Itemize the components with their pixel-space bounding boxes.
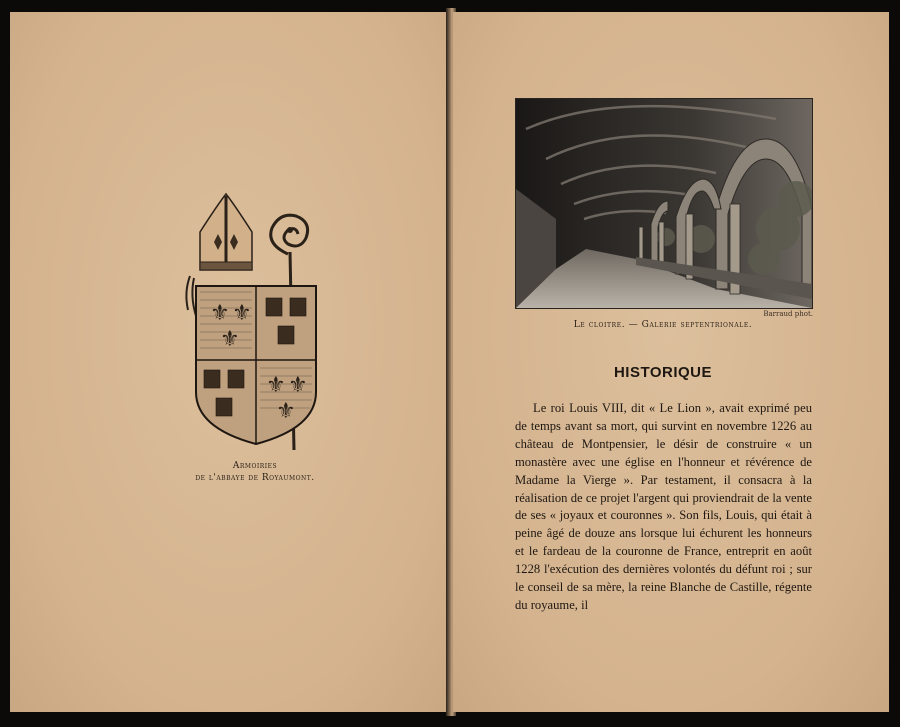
left-page xyxy=(10,12,453,712)
shield-icon xyxy=(196,286,316,444)
right-page xyxy=(453,12,889,712)
caption-line-2: de l'abbaye de Royaumont. xyxy=(195,473,315,483)
svg-text:⚜: ⚜ xyxy=(220,327,240,352)
photo-caption: Le cloitre. — Galerie septentrionale. xyxy=(573,320,753,330)
cloister-photo-image xyxy=(516,99,812,308)
svg-text:⚜: ⚜ xyxy=(210,301,230,326)
caption-line-1: Armoiries xyxy=(232,461,278,471)
body-paragraph: Le roi Louis VIII, dit « Le Lion », avait exprimé peu de temps avant sa mort, qui survint en novembre 1226 au château de Montpensier, le désir de construire « un monastère avec une église en l'honneur et révérence de Madame la Vierge ». Par testament, il consacra à la réalisation de ce projet l'argent qui proviendrait de la vente de ses « joyaux et couronnes ». Son fils, Louis, qui était à peine âgé de douze ans lorsque lui échurent les honneurs et le fardeau de la couronne de France, entreprit en août 1228 l'exécution des dernières volontés du défunt roi ; sur le conseil de sa mère, la reine Blanche de Castille, régente du royaume, il xyxy=(515,401,812,612)
coat-of-arms-illustration xyxy=(170,192,330,457)
coat-of-arms-caption xyxy=(110,460,400,484)
section-title: HISTORIQUE xyxy=(613,364,713,381)
photo-credit: Barraud phot. xyxy=(763,310,813,318)
svg-text:⚜: ⚜ xyxy=(232,301,252,326)
svg-text:⚜: ⚜ xyxy=(266,373,286,398)
svg-text:⚜: ⚜ xyxy=(288,373,308,398)
svg-text:⚜: ⚜ xyxy=(276,399,296,424)
cloister-photo xyxy=(515,98,813,309)
